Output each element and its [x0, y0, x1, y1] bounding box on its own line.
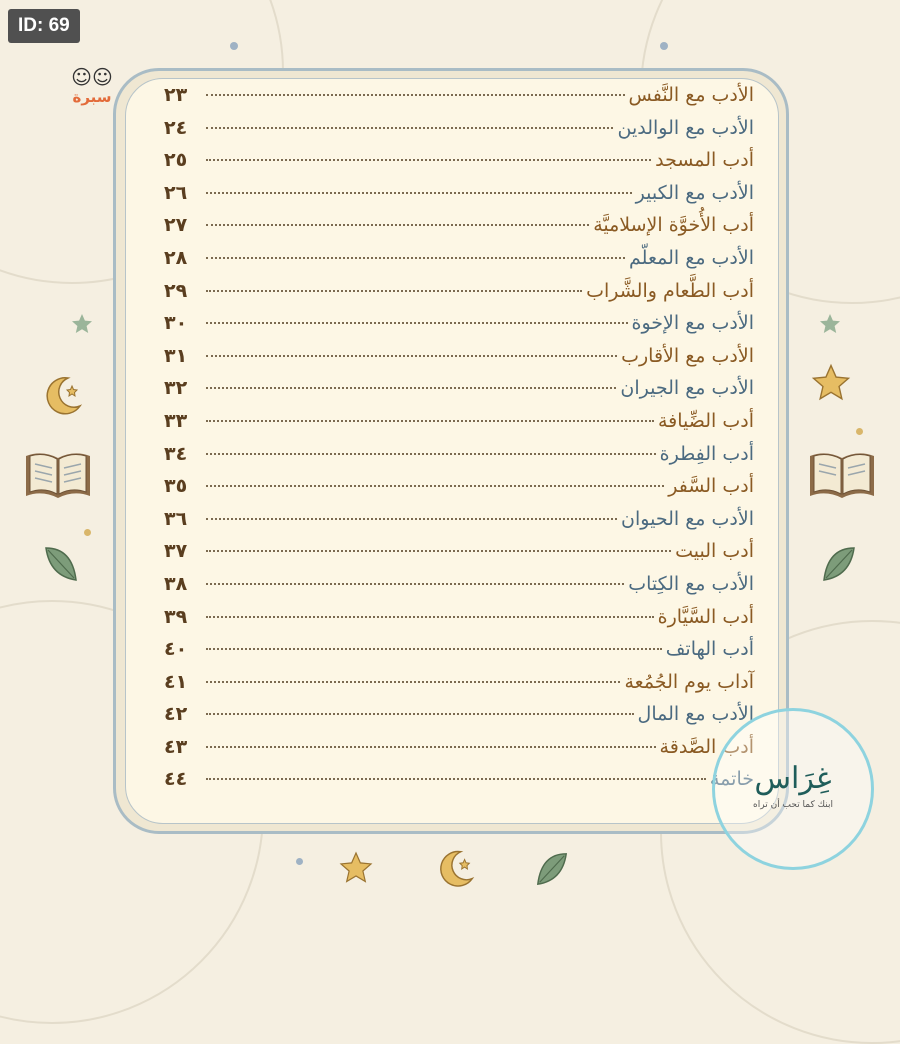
leaf-icon	[820, 544, 858, 584]
toc-entry-title: الأدب مع الكبير	[635, 181, 754, 204]
decorative-dot	[84, 529, 91, 536]
dot-leader	[206, 713, 634, 715]
toc-entry	[164, 214, 754, 247]
toc-entry-title: الأدب مع الوالدين	[617, 116, 754, 139]
toc-entry	[164, 736, 754, 769]
toc-entry-title: أدب السَّفر	[668, 475, 754, 498]
toc-entry-page-number: ٤١	[164, 670, 188, 693]
toc-entry	[164, 84, 754, 117]
toc-entry-title: الأدب مع الإخوة	[631, 312, 754, 335]
toc-entry-page-number: ٤٢	[164, 703, 188, 726]
leaf-icon	[534, 850, 570, 888]
dot-leader	[206, 550, 671, 552]
toc-entry-title: الأدب مع الجيران	[620, 377, 754, 400]
dot-leader	[206, 127, 613, 129]
toc-entry	[164, 573, 754, 606]
dot-leader	[206, 648, 662, 650]
toc-entry	[164, 540, 754, 573]
dot-leader	[206, 355, 617, 357]
toc-entry-page-number: ٣٦	[164, 507, 188, 530]
toc-entry-page-number: ٣٩	[164, 605, 188, 628]
open-book-icon	[806, 446, 878, 502]
toc-entry	[164, 182, 754, 215]
toc-entry	[164, 475, 754, 508]
dot-leader	[206, 453, 656, 455]
toc-entry-page-number: ٢٤	[164, 116, 188, 139]
toc-entry-title: أدب الطَّعام والشَّراب	[586, 279, 754, 302]
toc-entry-title: الأدب مع النَّفس	[628, 84, 754, 106]
open-book-icon	[22, 446, 94, 502]
toc-entry-title: أدب السَّيَّارة	[657, 605, 754, 628]
crescent-moon-icon	[38, 372, 86, 420]
dot-leader	[206, 224, 589, 226]
toc-entry	[164, 345, 754, 378]
toc-entry	[164, 768, 754, 801]
dot-leader	[206, 583, 624, 585]
leaf-icon	[42, 544, 80, 584]
toc-entry	[164, 149, 754, 182]
toc-entry	[164, 410, 754, 443]
toc-entry-title: الأدب مع الحيوان	[621, 507, 754, 530]
toc-entry-page-number: ٣٠	[164, 312, 188, 335]
toc-entry-page-number: ٣٤	[164, 442, 188, 465]
toc-entry	[164, 606, 754, 639]
toc-entry	[164, 703, 754, 736]
toc-entry-page-number: ٢٩	[164, 279, 188, 302]
dot-leader	[206, 518, 617, 520]
toc-entry-page-number: ٤٣	[164, 735, 188, 758]
decorative-dot	[856, 428, 863, 435]
toc-entry-page-number: ٢٦	[164, 181, 188, 204]
toc-entry	[164, 671, 754, 704]
star-icon	[70, 312, 94, 336]
watermark-title: غِرَاس	[754, 761, 832, 796]
toc-entry-page-number: ٤٤	[164, 768, 188, 791]
dot-leader	[206, 681, 620, 683]
dot-leader	[206, 485, 664, 487]
toc-entry-title: أدب الهاتف	[665, 638, 754, 661]
star-icon	[338, 850, 374, 886]
toc-entry-title: الأدب مع الكِتاب	[628, 572, 754, 595]
toc-entry-title: أدب الضِّيافة	[657, 409, 754, 432]
dot-leader	[206, 192, 632, 194]
dot-leader	[206, 746, 656, 748]
toc-entry-page-number: ٣١	[164, 344, 188, 367]
toc-entry-page-number: ٣٢	[164, 377, 188, 400]
crescent-moon-icon	[432, 846, 478, 892]
toc-entry-page-number: ٢٥	[164, 149, 188, 172]
dot-leader	[206, 616, 654, 618]
star-icon	[818, 312, 842, 336]
toc-entry-page-number: ٢٣	[164, 84, 188, 106]
toc-entry-title: أدب الفِطرة	[659, 442, 754, 465]
watermark-subtitle: ابنك كما تحب أن تراه	[753, 800, 833, 810]
dot-leader	[206, 257, 625, 259]
toc-entry	[164, 117, 754, 150]
dot-leader	[206, 159, 651, 161]
toc-entry-page-number: ٣٥	[164, 475, 188, 498]
toc-entry	[164, 312, 754, 345]
toc-entry	[164, 247, 754, 280]
dot-leader	[206, 778, 706, 780]
toc-entry	[164, 443, 754, 476]
dot-leader	[206, 387, 616, 389]
toc-entry-page-number: ٢٨	[164, 246, 188, 269]
dot-leader	[206, 322, 628, 324]
dot-leader	[206, 420, 654, 422]
dot-leader	[206, 290, 582, 292]
toc-entry-title: أدب البيت	[675, 540, 754, 563]
publisher-logo-text: سبرة	[72, 88, 112, 106]
toc-entry-title: الأدب مع المال	[637, 703, 754, 726]
toc-entry-page-number: ٣٣	[164, 409, 188, 432]
decorative-dot	[230, 42, 238, 50]
grass-watermark-logo	[712, 708, 874, 870]
toc-entry	[164, 280, 754, 313]
toc-entry-page-number: ٣٧	[164, 540, 188, 563]
toc-entry-page-number: ٤٠	[164, 638, 188, 661]
toc-entry	[164, 638, 754, 671]
toc-entry-title: آداب يوم الجُمُعة	[624, 670, 754, 693]
table-of-contents	[164, 84, 754, 801]
toc-entry-title: الأدب مع المعلّم	[629, 246, 754, 269]
star-icon	[810, 362, 852, 404]
id-badge: ID: 69	[8, 9, 80, 43]
toc-entry-title: الأدب مع الأقارب	[621, 344, 754, 367]
kids-faces-icon: ☺☺	[71, 65, 113, 89]
toc-entry-page-number: ٢٧	[164, 214, 188, 237]
toc-entry-title: خاتمة	[710, 768, 754, 791]
dot-leader	[206, 94, 625, 96]
toc-entry-title: أدب الأُخوَّة الإسلاميَّة	[593, 214, 754, 237]
decorative-dot	[660, 42, 668, 50]
toc-entry-title: أدب المسجد	[655, 149, 754, 172]
toc-entry	[164, 377, 754, 410]
decorative-dot	[296, 858, 303, 865]
toc-entry-page-number: ٣٨	[164, 572, 188, 595]
toc-entry-title: أدب الصَّدقة	[659, 735, 754, 758]
toc-entry	[164, 508, 754, 541]
